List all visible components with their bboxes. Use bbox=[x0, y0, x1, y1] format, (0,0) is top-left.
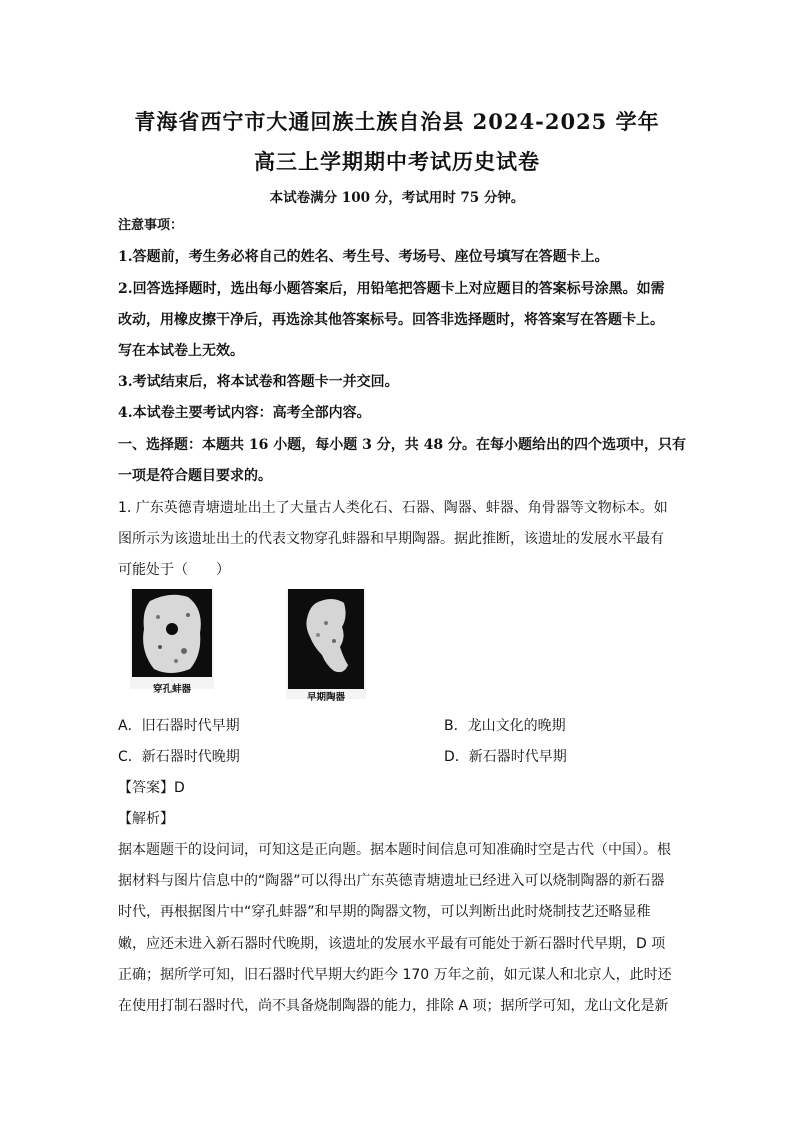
section-heading-cont: 一项是符合题目要求的。 bbox=[118, 468, 272, 484]
exam-title-line1: 青海省西宁市大通回族土族自治县 2024-2025 学年 bbox=[134, 109, 660, 134]
figure-caption: 早期陶器 bbox=[306, 692, 345, 703]
note-item: 写在本试卷上无效。 bbox=[118, 343, 244, 359]
note-item: 3.考试结束后，将本试卷和答题卡一并交回。 bbox=[118, 374, 399, 390]
analysis-line: 在使用打制石器时代，尚不具备烧制陶器的能力，排除 A 项；据所学可知，龙山文化是新 bbox=[118, 998, 669, 1014]
exam-title-line2: 高三上学期期中考试历史试卷 bbox=[254, 149, 540, 174]
option-c: C．新石器时代晚期 bbox=[118, 749, 240, 765]
question-stem: 1. 广东英德青塘遗址出土了大量古人类化石、石器、陶器、蚌器、角骨器等文物标本。如 bbox=[118, 500, 668, 516]
figure-early-pottery bbox=[286, 589, 366, 703]
analysis-line: 嫩，应还未进入新石器时代晚期，该遗址的发展水平最有可能处于新石器时代早期，D 项 bbox=[118, 936, 666, 952]
note-item: 4.本试卷主要考试内容：高考全部内容。 bbox=[118, 405, 371, 421]
note-item: 改动，用橡皮擦干净后，再选涂其他答案标号。回答非选择题时，将答案写在答题卡上。 bbox=[118, 312, 664, 328]
perforated-shell-photo bbox=[130, 589, 214, 681]
figure-perforated-shell bbox=[130, 589, 214, 695]
early-pottery-photo bbox=[286, 589, 366, 689]
option-b: B．龙山文化的晚期 bbox=[444, 718, 566, 734]
option-d: D．新石器时代早期 bbox=[444, 749, 567, 765]
question-stem: 图所示为该遗址出土的代表文物穿孔蚌器和早期陶器。据此推断，该遗址的发展水平最有 bbox=[118, 531, 664, 547]
analysis-line: 时代，再根据图片中“穿孔蚌器”和早期的陶器文物，可以判断出此时烧制技艺还略显稚 bbox=[118, 904, 651, 920]
section-heading: 一、选择题：本题共 16 小题，每小题 3 分，共 48 分。在每小题给出的四个选项中，只有 bbox=[118, 437, 686, 453]
note-item: 1.答题前，考生务必将自己的姓名、考生号、考场号、座位号填写在答题卡上。 bbox=[118, 249, 609, 265]
figure-caption: 穿孔蚌器 bbox=[152, 684, 191, 695]
option-a: A．旧石器时代早期 bbox=[118, 718, 240, 734]
note-item: 2.回答选择题时，选出每小题答案后，用铅笔把答题卡上对应题目的答案标号涂黑。如需 bbox=[118, 281, 665, 297]
analysis-line: 正确；据所学可知，旧石器时代早期大约距今 170 万年之前，如元谋人和北京人，此时还 bbox=[118, 967, 672, 983]
notes-heading: 注意事项： bbox=[118, 218, 184, 233]
analysis-line: 据材料与图片信息中的“陶器”可以得出广东英德青塘遗址已经进入可以烧制陶器的新石器 bbox=[118, 873, 665, 889]
question-stem: 可能处于（ ） bbox=[118, 562, 230, 578]
exam-subtitle: 本试卷满分 100 分，考试用时 75 分钟。 bbox=[269, 190, 525, 206]
answer-line: 【答案】D bbox=[118, 780, 185, 796]
analysis-line: 据本题题干的设问词，可知这是正向题。据本题时间信息可知准确时空是古代（中国）。根 bbox=[118, 842, 671, 858]
analysis-heading: 【解析】 bbox=[118, 811, 174, 827]
